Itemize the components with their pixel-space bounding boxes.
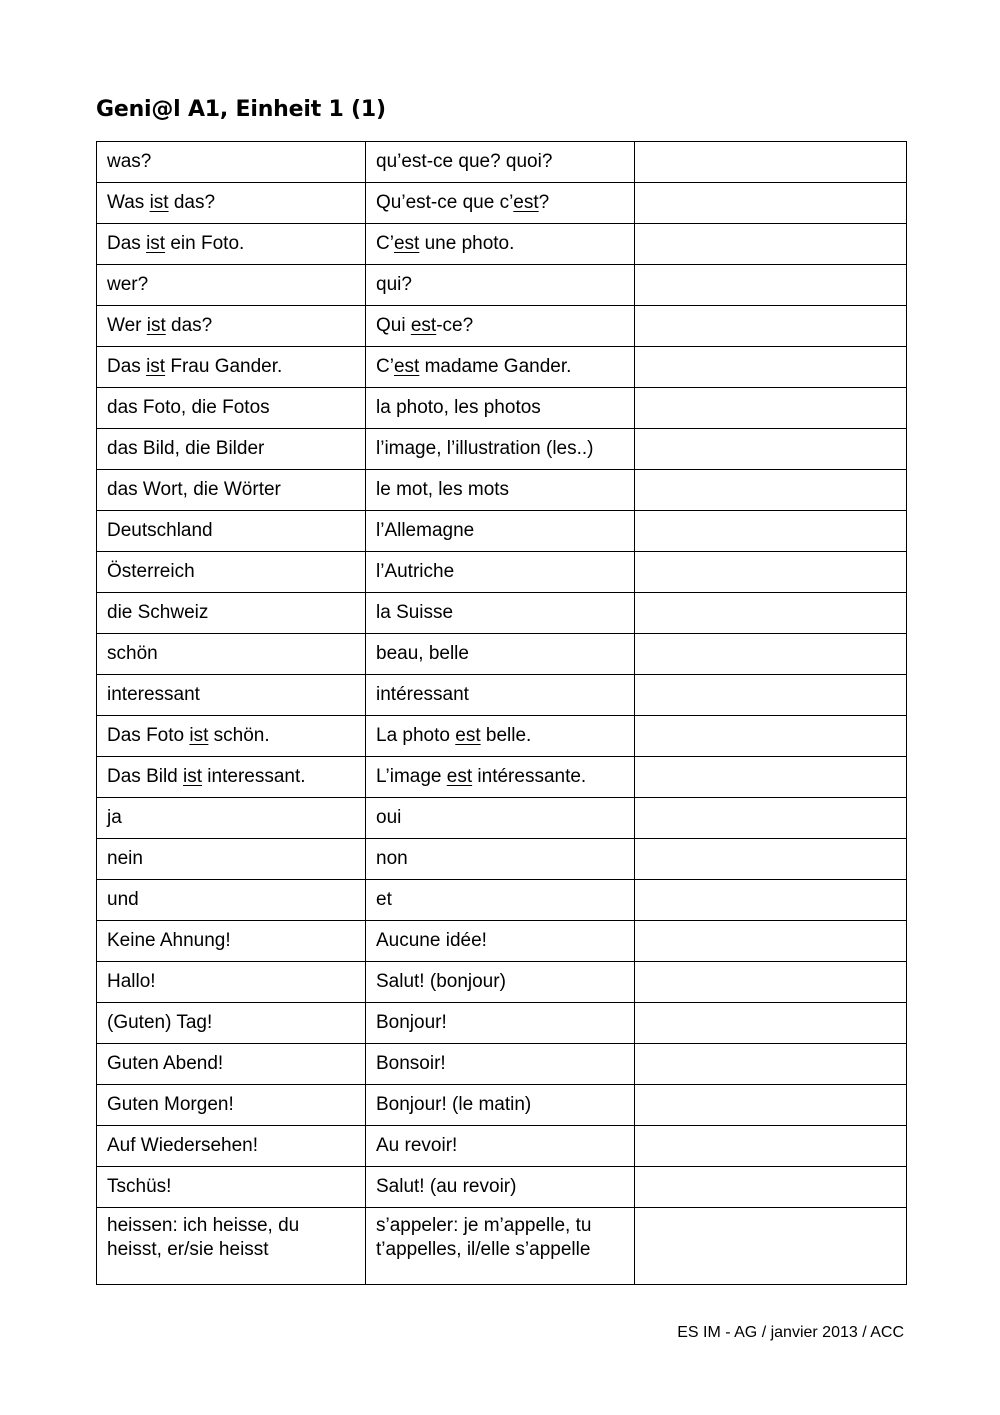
table-row [97,347,907,388]
cell-text: Was [107,192,150,213]
cell-text: oui [376,807,402,828]
cell-text: Hallo! [107,971,156,992]
table-row [97,921,907,962]
cell-text: Das [107,356,147,377]
cell-text: la Suisse [376,602,454,623]
german-cell [97,347,366,388]
german-cell [97,224,366,265]
notes-cell [635,798,907,839]
cell-text: beau, belle [376,643,469,664]
cell-text: Guten Abend! [107,1053,224,1074]
table-row [97,265,907,306]
french-cell [366,675,635,716]
cell-text: qu’est-ce que? quoi? [376,151,553,172]
german-cell [97,306,366,347]
cell-text: belle. [480,725,532,746]
cell-text: schön. [208,725,270,746]
french-cell [366,183,635,224]
french-cell [366,511,635,552]
notes-cell [635,470,907,511]
underlined-verb: est [410,315,437,336]
german-cell [97,265,366,306]
cell-text: Salut! (bonjour) [376,971,506,992]
underlined-verb: ist [146,356,166,377]
notes-cell [635,265,907,306]
notes-cell [635,388,907,429]
german-cell [97,921,366,962]
cell-text: intéressant [376,684,469,705]
german-cell [97,1085,366,1126]
french-cell [366,593,635,634]
french-cell [366,1167,635,1208]
cell-text: heissen: ich heisse, du heisst, er/sie heisst [107,1215,300,1260]
notes-cell [635,511,907,552]
notes-cell [635,634,907,675]
table-row [97,1167,907,1208]
table-row [97,1208,907,1285]
table-row [97,757,907,798]
vocabulary-table [96,141,907,1285]
german-cell [97,470,366,511]
french-cell [366,306,635,347]
german-cell [97,634,366,675]
french-cell [366,142,635,183]
german-cell [97,1126,366,1167]
french-cell [366,1126,635,1167]
cell-text: schön [107,643,158,664]
notes-cell [635,1085,907,1126]
cell-text: Das Foto [107,725,190,746]
cell-text: interessant [107,684,200,705]
cell-text: Das [107,233,147,254]
table-row [97,1085,907,1126]
table-row [97,552,907,593]
notes-cell [635,839,907,880]
notes-cell [635,1167,907,1208]
notes-cell [635,1208,907,1285]
notes-cell [635,757,907,798]
cell-text: Au revoir! [376,1135,458,1156]
table-row [97,224,907,265]
table-row [97,306,907,347]
table-row [97,634,907,675]
underlined-verb: est [455,725,481,746]
french-cell [366,1044,635,1085]
cell-text: intéressante. [472,766,587,787]
underlined-verb: ist [149,192,169,213]
french-cell [366,1003,635,1044]
underlined-verb: est [393,356,420,377]
french-cell [366,224,635,265]
page-title: Geni@l A1, Einheit 1 (1) [96,97,386,122]
notes-cell [635,183,907,224]
french-cell [366,880,635,921]
german-cell [97,1003,366,1044]
german-cell [97,716,366,757]
cell-text: die Schweiz [107,602,209,623]
german-cell [97,552,366,593]
underlined-verb: ist [146,233,166,254]
table-row [97,470,907,511]
underlined-verb: est [446,766,473,787]
german-cell [97,962,366,1003]
cell-text: das? [168,192,216,213]
cell-text: et [376,889,392,910]
cell-text: Deutschland [107,520,213,541]
cell-text: ja [107,807,122,828]
french-cell [366,634,635,675]
french-cell [366,429,635,470]
underlined-verb: est [393,233,420,254]
table-row [97,142,907,183]
cell-text: ein Foto. [165,233,245,254]
french-cell [366,552,635,593]
cell-text: Bonsoir! [376,1053,446,1074]
table-row [97,183,907,224]
cell-text: nein [107,848,143,869]
notes-cell [635,880,907,921]
cell-text: l’image, l’illustration (les..) [376,438,594,459]
cell-text: das Wort, die Wörter [107,479,281,500]
cell-text: das? [165,315,213,336]
cell-text: qui? [376,274,412,295]
cell-text: das Bild, die Bilder [107,438,265,459]
notes-cell [635,142,907,183]
cell-text: La photo [376,725,456,746]
table-row [97,593,907,634]
german-cell [97,757,366,798]
german-cell [97,142,366,183]
cell-text: madame Gander. [419,356,572,377]
cell-text: Qu’est-ce que c’ [376,192,514,213]
cell-text: Keine Ahnung! [107,930,231,951]
french-cell [366,921,635,962]
cell-text: la photo, les photos [376,397,541,418]
table-row [97,1003,907,1044]
table-row [97,511,907,552]
german-cell [97,388,366,429]
notes-cell [635,306,907,347]
german-cell [97,183,366,224]
cell-text: -ce? [436,315,474,336]
french-cell [366,839,635,880]
table-row [97,388,907,429]
notes-cell [635,716,907,757]
notes-cell [635,593,907,634]
cell-text: Frau Gander. [165,356,283,377]
cell-text: Salut! (au revoir) [376,1176,517,1197]
table-row [97,716,907,757]
notes-cell [635,552,907,593]
french-cell [366,962,635,1003]
notes-cell [635,921,907,962]
french-cell [366,388,635,429]
cell-text: Bonjour! (le matin) [376,1094,532,1115]
cell-text: das Foto, die Fotos [107,397,270,418]
french-cell [366,1085,635,1126]
notes-cell [635,675,907,716]
cell-text: une photo. [419,233,515,254]
cell-text: Bonjour! [376,1012,447,1033]
page-footer: ES IM - AG / janvier 2013 / ACC [677,1324,904,1341]
notes-cell [635,962,907,1003]
cell-text: non [376,848,408,869]
french-cell [366,470,635,511]
underlined-verb: ist [189,725,209,746]
underlined-verb: ist [146,315,166,336]
german-cell [97,511,366,552]
german-cell [97,839,366,880]
german-cell [97,880,366,921]
cell-text: l’Autriche [376,561,455,582]
french-cell [366,1208,635,1285]
french-cell [366,265,635,306]
german-cell [97,593,366,634]
french-cell [366,347,635,388]
underlined-verb: est [513,192,539,213]
cell-text: Österreich [107,561,195,582]
cell-text: und [107,889,139,910]
cell-text: Guten Morgen! [107,1094,234,1115]
cell-text: (Guten) Tag! [107,1012,213,1033]
notes-cell [635,1044,907,1085]
table-row [97,839,907,880]
german-cell [97,1044,366,1085]
vocabulary-table-body [97,142,907,1285]
notes-cell [635,1126,907,1167]
cell-text: s’appeler: je m’appelle, tu t’appelles, il/elle s’appelle [376,1215,592,1260]
notes-cell [635,224,907,265]
cell-text: was? [107,151,152,172]
cell-text: le mot, les mots [376,479,510,500]
cell-text: Qui [376,315,411,336]
notes-cell [635,1003,907,1044]
cell-text: Aucune idée! [376,930,487,951]
cell-text: C’ [376,356,394,377]
german-cell [97,798,366,839]
cell-text: interessant. [202,766,306,787]
notes-cell [635,347,907,388]
cell-text: Auf Wiedersehen! [107,1135,259,1156]
table-row [97,962,907,1003]
cell-text: L’image [376,766,447,787]
german-cell [97,1208,366,1285]
table-row [97,1044,907,1085]
german-cell [97,429,366,470]
cell-text: Wer [107,315,147,336]
cell-text: Tschüs! [107,1176,172,1197]
notes-cell [635,429,907,470]
table-row [97,798,907,839]
french-cell [366,798,635,839]
table-row [97,1126,907,1167]
cell-text: ? [538,192,550,213]
cell-text: C’ [376,233,394,254]
table-row [97,880,907,921]
table-row [97,675,907,716]
french-cell [366,757,635,798]
underlined-verb: ist [183,766,203,787]
cell-text: Das Bild [107,766,184,787]
cell-text: wer? [107,274,149,295]
cell-text: l’Allemagne [376,520,475,541]
german-cell [97,1167,366,1208]
german-cell [97,675,366,716]
table-row [97,429,907,470]
french-cell [366,716,635,757]
